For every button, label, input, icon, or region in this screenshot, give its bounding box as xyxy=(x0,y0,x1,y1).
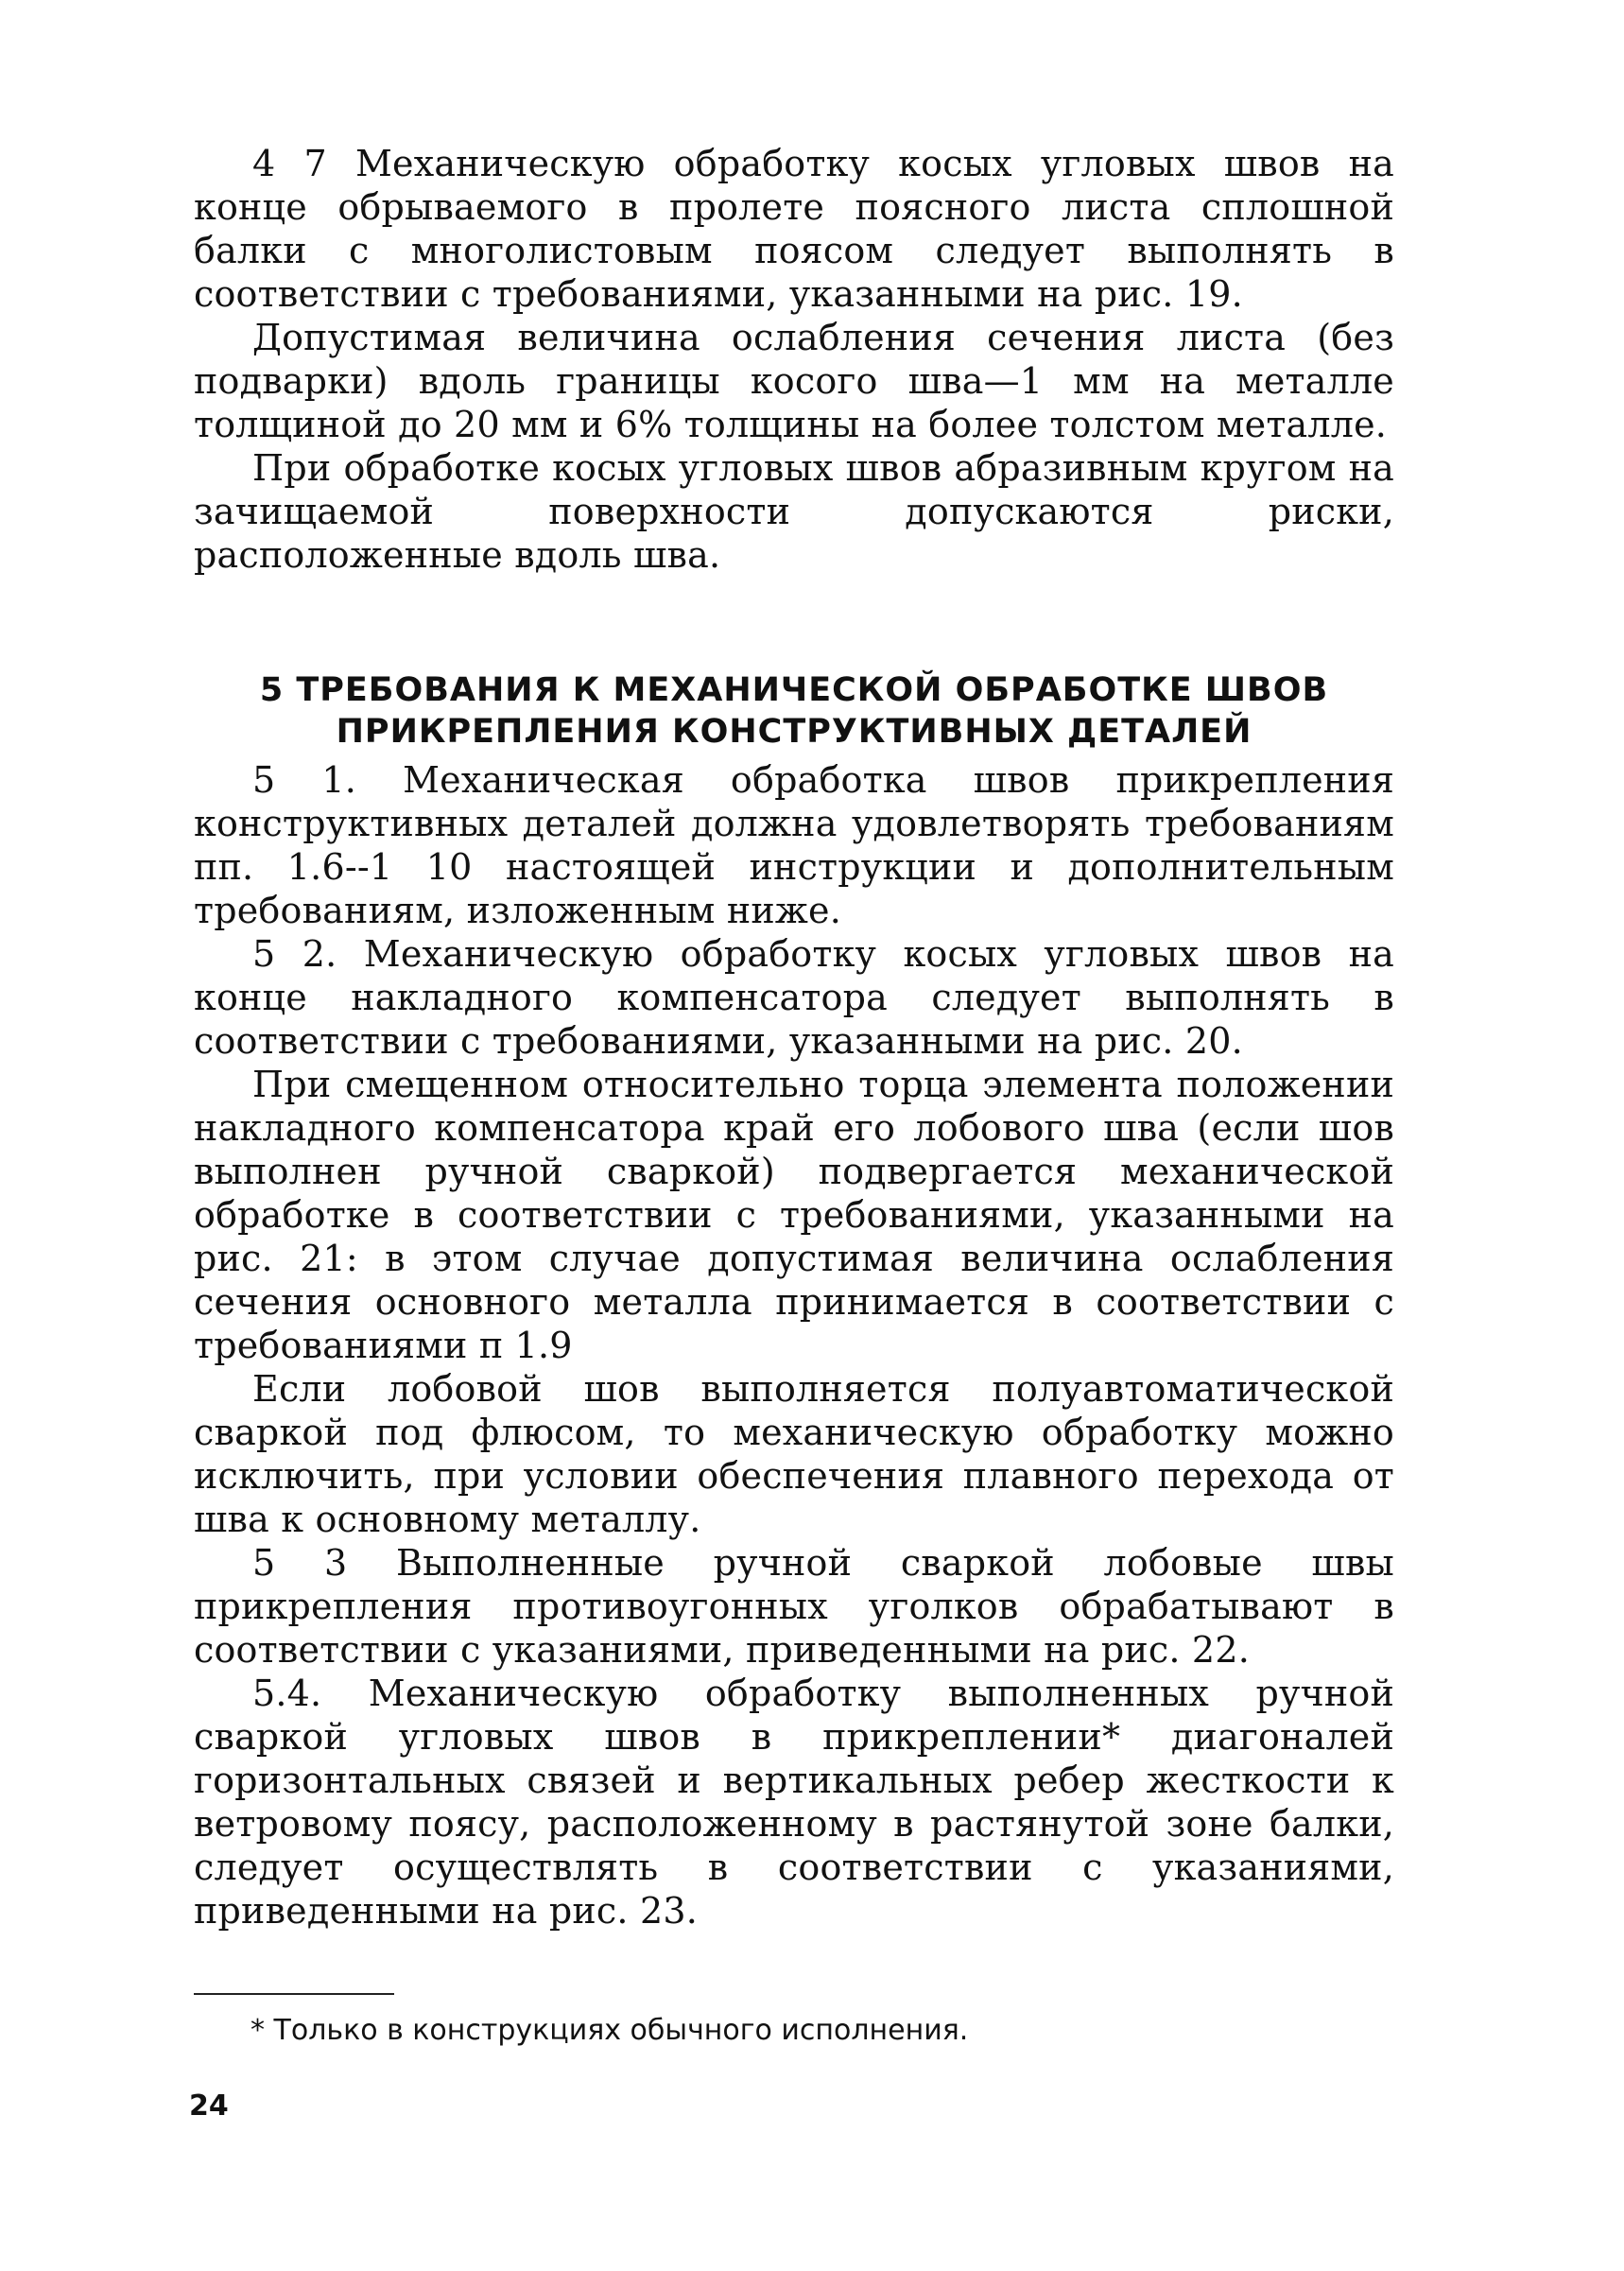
footnote-divider xyxy=(194,1993,394,1995)
paragraph-offset-compensator: При смещенном относительно торца элемента положении накладного компенсатора край его лобового шва (если шов выполнен ручной сваркой) подвергается механической обработке в соответствии с требованиями, указанными на рис. 21: в этом случае допустимая величина ослабления сечения основного металла принимается в соответствии с требованиями п 1.9 xyxy=(194,1064,1394,1366)
paragraph-flux-welding: Если лобовой шов выполняется полуавтоматической сваркой под флюсом, то механическую обработку можно исключить, при условии обеспечения плавного перехода от шва к основному металлу. xyxy=(194,1368,1394,1540)
page-body xyxy=(194,142,1394,1933)
paragraph-5-2: 5 2. Механическую обработку косых угловых швов на конце накладного компенсатора следует выполнять в соответствии с требованиями, указанными на рис. 20. xyxy=(194,933,1394,1062)
paragraph-5-1: 5 1. Механическая обработка швов прикрепления конструктивных деталей должна удовлетворять требованиям пп. 1.6--1 10 настоящей инструкции и дополнительным требованиям, изложенным ниже. xyxy=(194,759,1394,931)
page-number: 24 xyxy=(189,2089,229,2123)
paragraph-5-4: 5.4. Механическую обработку выполненных ручной сваркой угловых швов в прикреплении* диагоналей горизонтальных связей и вертикальных ребер жесткости к ветровому поясу, расположенному в растянутой зоне балки, следует осуществлять в соответствии с указаниями, приведенными на рис. 23. xyxy=(194,1673,1394,1932)
section-4-continuation xyxy=(194,142,1394,577)
paragraph-weakening-tolerance: Допустимая величина ослабления сечения листа (без подварки) вдоль границы косого шва—1 мм на металле толщиной до 20 мм и 6% толщины на более толстом металле. xyxy=(194,317,1394,445)
paragraph-4-7: 4 7 Механическую обработку косых угловых швов на конце обрываемого в пролете поясного листа сплошной балки с многолистовым поясом следует выполнять в соответствии с требованиями, указанными на рис. 19. xyxy=(194,143,1394,315)
footnote: * Только в конструкциях обычного исполнения. xyxy=(251,2014,969,2047)
paragraph-5-3: 5 3 Выполненные ручной сваркой лобовые швы прикрепления противоугонных уголков обрабатывают в соответствии с указаниями, приведенными на рис. 22. xyxy=(194,1542,1394,1671)
section-5-body xyxy=(194,758,1394,1933)
paragraph-abrasive-processing: При обработке косых угловых швов абразивным кругом на зачищаемой поверхности допускаются риски, расположенные вдоль шва. xyxy=(194,447,1394,576)
section-heading-line-2: ПРИКРЕПЛЕНИЯ КОНСТРУКТИВНЫХ ДЕТАЛЕЙ xyxy=(336,713,1253,751)
section-heading-line-1: 5 ТРЕБОВАНИЯ К МЕХАНИЧЕСКОЙ ОБРАБОТКЕ ШВОВ xyxy=(259,671,1329,709)
section-5-heading xyxy=(194,669,1394,753)
